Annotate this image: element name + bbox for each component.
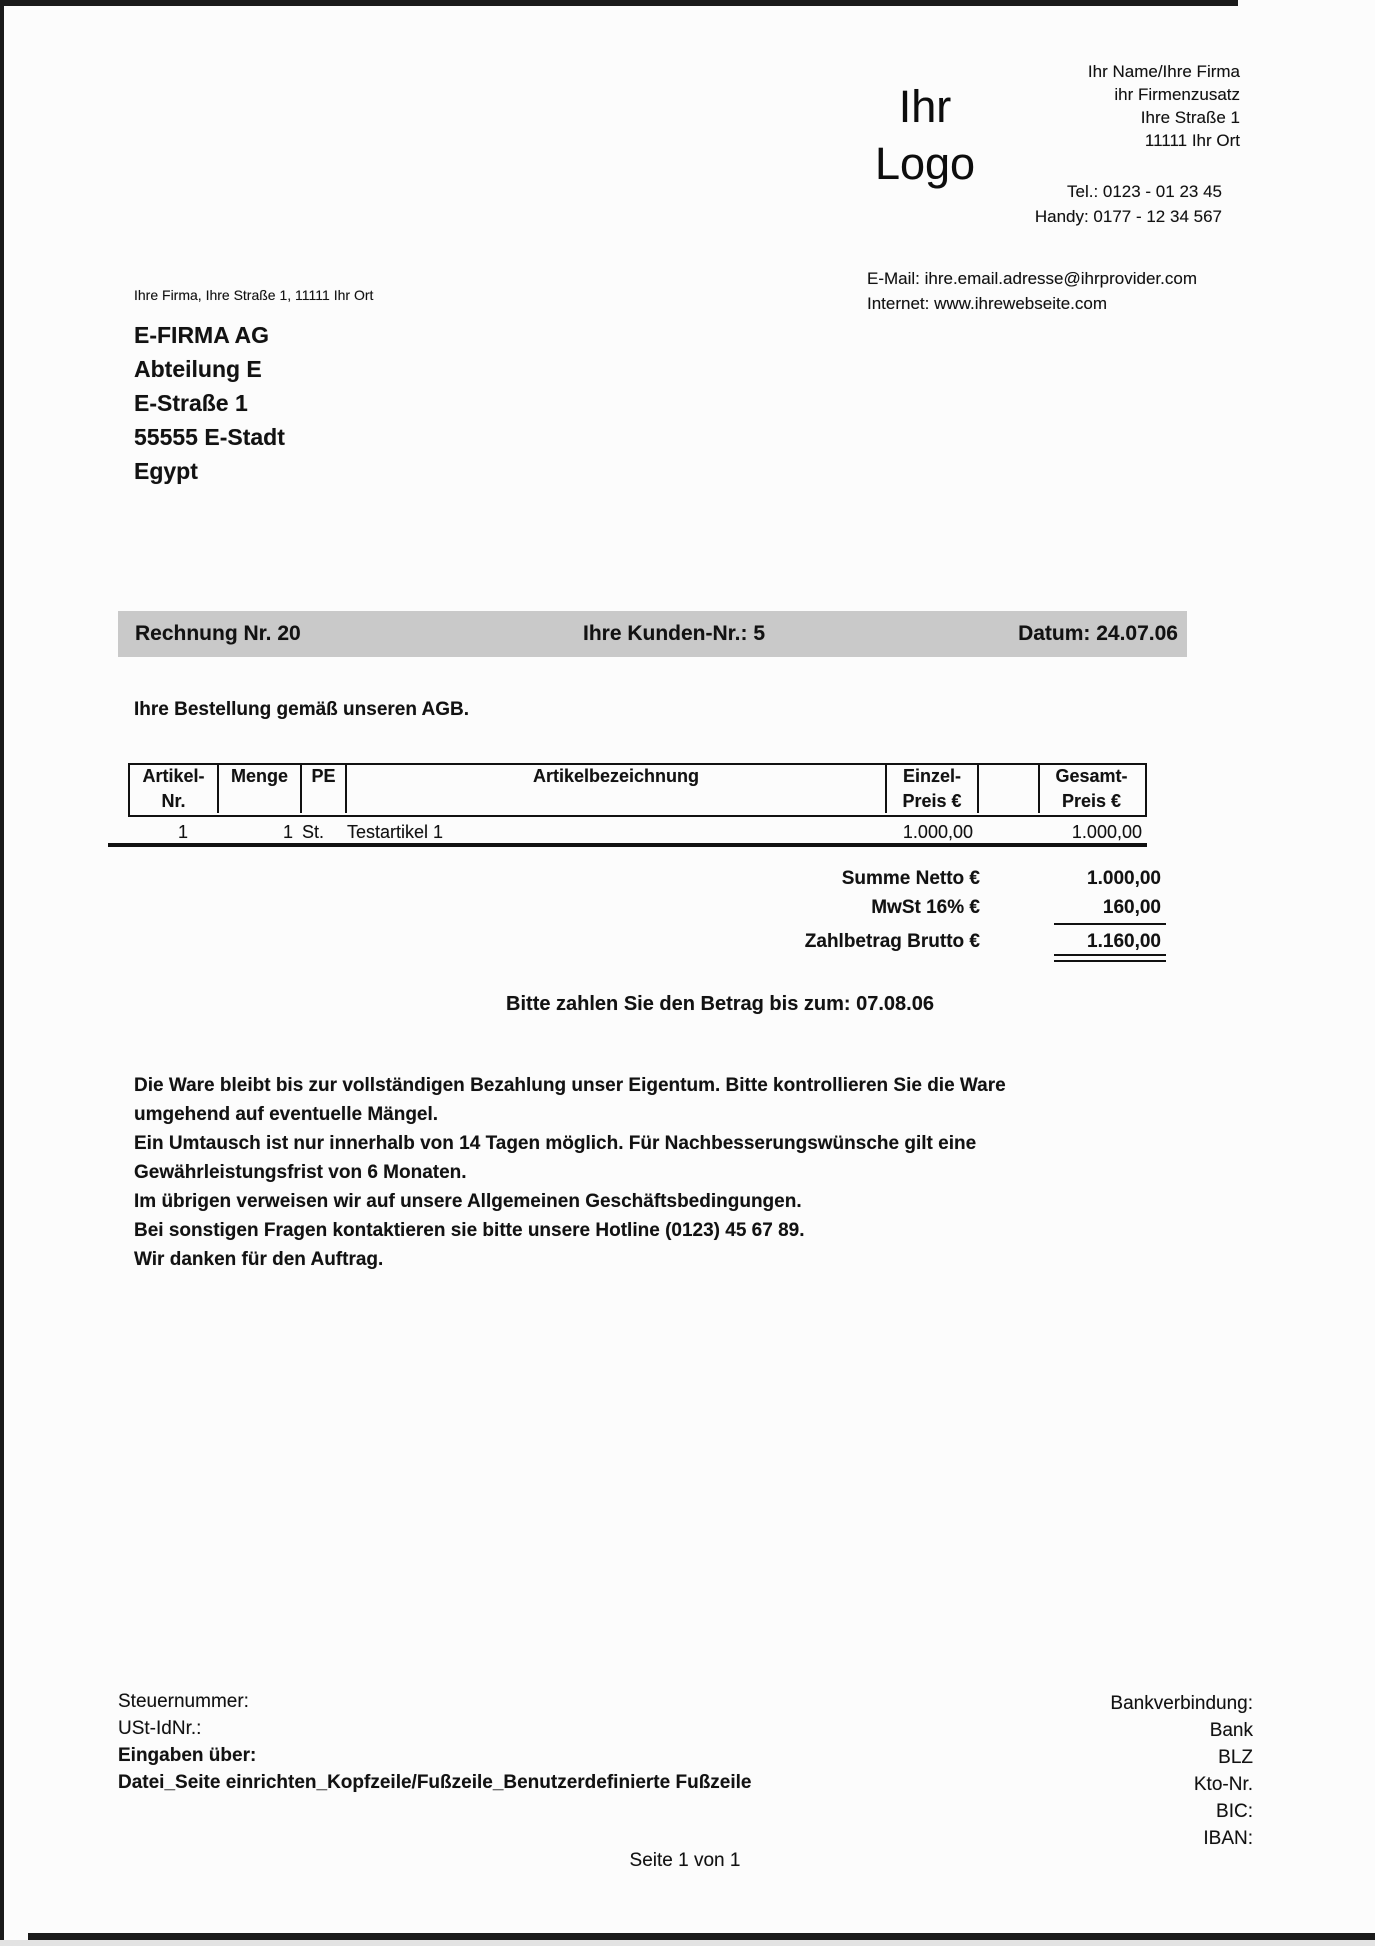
sender-city: 11111 Ihr Ort xyxy=(1144,131,1240,150)
company-logo xyxy=(790,78,1060,192)
recipient-country: Egypt xyxy=(134,458,198,484)
netto-label: Summe Netto € xyxy=(841,868,980,889)
sender-phone-block xyxy=(1035,179,1222,229)
scan-border-top xyxy=(0,0,1238,6)
sender-suffix: ihr Firmenzusatz xyxy=(1114,85,1240,104)
sender-name: Ihr Name/Ihre Firma xyxy=(1087,62,1240,81)
sender-handy: Handy: 0177 - 12 34 567 xyxy=(1034,207,1222,226)
account-number-label: Kto-Nr. xyxy=(1193,1774,1253,1795)
scan-border-left xyxy=(0,4,4,1940)
col-header-gesamt-preis: Gesamt- Preis € xyxy=(1055,766,1128,811)
recipient-address-block xyxy=(134,318,285,488)
totals-double-rule-top xyxy=(1054,954,1166,956)
invoice-date: Datum: 24.07.06 xyxy=(1018,622,1178,645)
bank-details-label: Bankverbindung: xyxy=(1110,1693,1253,1714)
totals-single-rule xyxy=(1054,923,1166,925)
item-artikel-nr: 1 xyxy=(177,822,188,842)
payment-due-note: Bitte zahlen Sie den Betrag bis zum: 07.08.06 xyxy=(506,993,934,1015)
terms-line: Wir danken für den Auftrag. xyxy=(134,1249,384,1270)
item-pe: St. xyxy=(302,822,325,842)
totals-double-rule-bottom xyxy=(1054,960,1166,962)
invoice-number: Rechnung Nr. 20 xyxy=(135,622,301,645)
table-divider xyxy=(977,763,979,813)
iban-label: IBAN: xyxy=(1203,1828,1253,1849)
col-header-artikel-nr: Artikel- Nr. xyxy=(142,766,205,811)
col-header-artikelbezeichnung: Artikelbezeichnung xyxy=(532,766,700,786)
customer-number: Ihre Kunden-Nr.: 5 xyxy=(583,622,766,645)
order-reference-line: Ihre Bestellung gemäß unseren AGB. xyxy=(134,699,470,720)
invoice-header-bar xyxy=(118,611,1187,657)
col-header-einzel-preis: Einzel- Preis € xyxy=(902,766,962,811)
terms-line: Ein Umtausch ist nur innerhalb von 14 Tagen möglich. Für Nachbesserungswünsche gilt eine xyxy=(134,1133,977,1154)
terms-line: Im übrigen verweisen wir auf unsere Allgemeinen Geschäftsbedingungen. xyxy=(134,1191,802,1212)
scan-edge-shadow xyxy=(0,1940,1375,1946)
tax-number-label: Steuernummer: xyxy=(118,1691,249,1712)
terms-line: Gewährleistungsfrist von 6 Monaten. xyxy=(134,1162,467,1183)
eingaben-label: Eingaben über: xyxy=(118,1745,257,1766)
terms-line: Die Ware bleibt bis zur vollständigen Bezahlung unser Eigentum. Bitte kontrollieren Sie die Ware xyxy=(134,1075,1006,1096)
terms-line: umgehend auf eventuelle Mängel. xyxy=(134,1104,439,1125)
return-address-line: Ihre Firma, Ihre Straße 1, 11111 Ihr Ort xyxy=(134,287,374,303)
netto-value: 1.000,00 xyxy=(1087,868,1161,889)
terms-line: Bei sonstigen Fragen kontaktieren sie bitte unsere Hotline (0123) 45 67 89. xyxy=(134,1220,805,1241)
eingaben-value: Datei_Seite einrichten_Kopfzeile/Fußzeile_Benutzerdefinierte Fußzeile xyxy=(118,1772,752,1793)
table-bottom-rule xyxy=(108,843,1147,847)
sender-email: E-Mail: ihre.email.adresse@ihrprovider.com xyxy=(867,269,1197,288)
col-header-pe: PE xyxy=(311,766,336,786)
recipient-city: 55555 E-Stadt xyxy=(134,424,285,450)
item-gesamt-preis: 1.000,00 xyxy=(1071,822,1142,842)
bank-name-label: Bank xyxy=(1209,1720,1253,1741)
scan-border-bottom xyxy=(28,1933,1375,1940)
mwst-label: MwSt 16% € xyxy=(871,897,980,918)
brutto-value: 1.160,00 xyxy=(1087,931,1161,952)
item-menge: 1 xyxy=(282,822,293,842)
bic-label: BIC: xyxy=(1216,1801,1253,1822)
sender-online-block xyxy=(867,266,1197,316)
logo-line1: Ihr xyxy=(898,81,952,132)
page-number: Seite 1 von 1 xyxy=(629,1850,741,1871)
item-bezeichnung: Testartikel 1 xyxy=(347,822,444,842)
sender-street: Ihre Straße 1 xyxy=(1140,108,1240,127)
brutto-label: Zahlbetrag Brutto € xyxy=(804,931,980,952)
items-table xyxy=(128,763,1147,849)
item-einzel-preis: 1.000,00 xyxy=(902,822,973,842)
vat-id-label: USt-IdNr.: xyxy=(118,1718,202,1739)
recipient-department: Abteilung E xyxy=(134,356,262,382)
sender-address-block xyxy=(1088,60,1240,152)
blz-label: BLZ xyxy=(1218,1747,1253,1768)
sender-internet: Internet: www.ihrewebseite.com xyxy=(867,294,1107,313)
mwst-value: 160,00 xyxy=(1102,897,1161,918)
sender-tel: Tel.: 0123 - 01 23 45 xyxy=(1066,182,1222,201)
logo-line2: Logo xyxy=(874,138,976,189)
recipient-company: E-FIRMA AG xyxy=(134,322,270,348)
recipient-street: E-Straße 1 xyxy=(134,390,248,416)
col-header-menge: Menge xyxy=(230,766,288,786)
